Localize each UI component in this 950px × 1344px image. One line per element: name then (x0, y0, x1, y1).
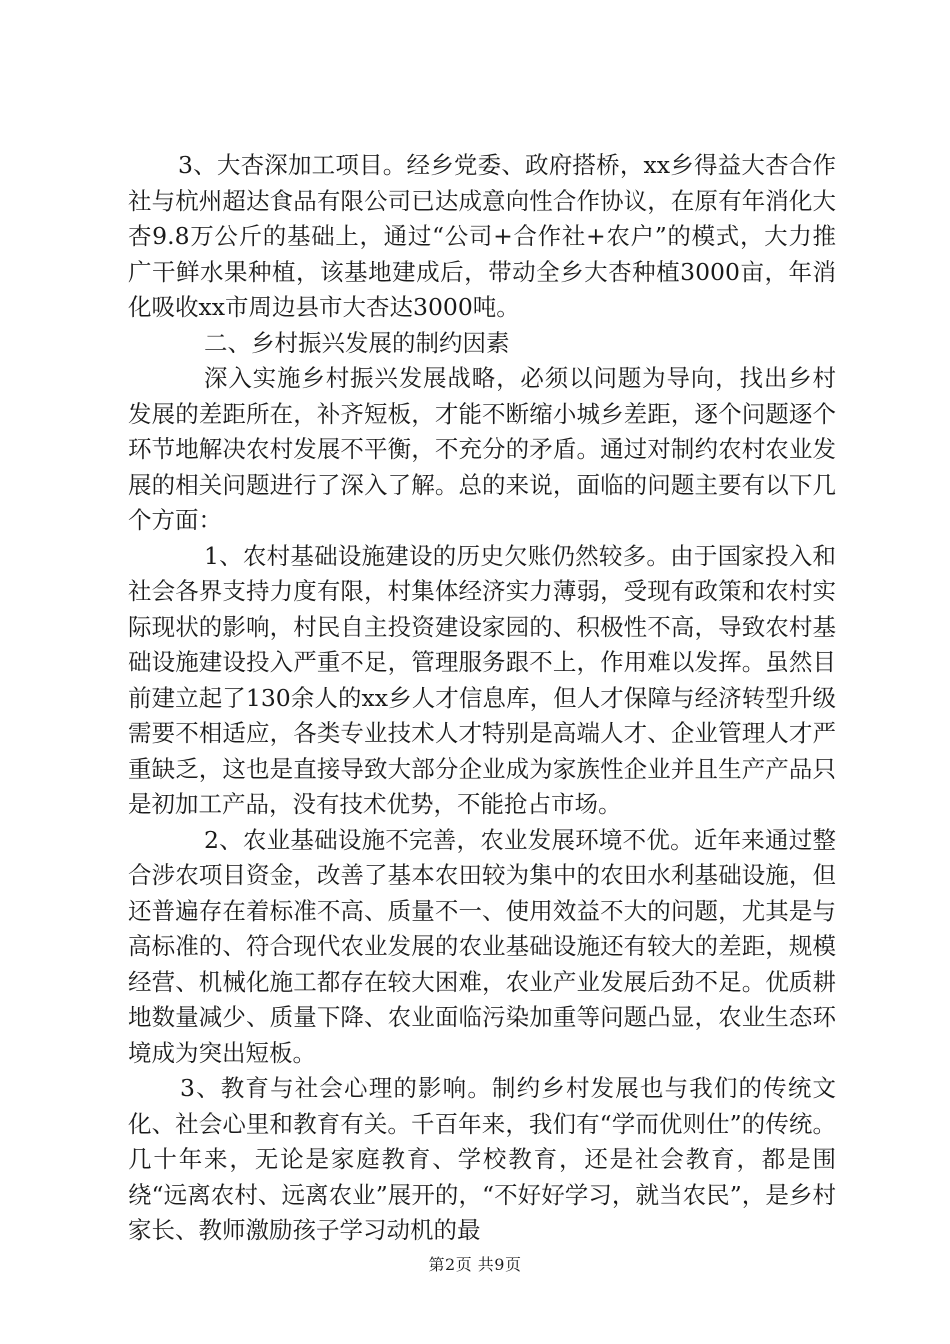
section-heading-constraints: 二、乡村振兴发展的制约因素 (204, 328, 510, 357)
page-number-footer: 第2页 共9页 (428, 1255, 522, 1274)
paragraph-constraint-1: 1、农村基础设施建设的历史欠账仍然较多。由于国家投入和社会各界支持力度有限，村集体经济实力薄弱，受现有政策和农村实际现状的影响，村民自主投资建设家园的、积极性不高，导致农村基础设施建设投入严重不足，管理服务跟不上，作用难以发挥。虽然目前建立起了130余人的xx乡人才信息库，但人才保障与经济转型升级需要不相适应，各类专业技术人才特别是高端人才、企业管理人才严重缺乏，这也是直接导致大部分企业成为家族性企业并且生产产品只是初加工产品，没有技术优势，不能抢占市场。 (128, 541, 836, 818)
document-body (128, 148, 836, 1249)
paragraph-constraint-2: 2、农业基础设施不完善，农业发展环境不优。近年来通过整合涉农项目资金，改善了基本农田较为集中的农田水利基础设施，但还普遍存在着标准不高、质量不一、使用效益不大的问题，尤其是与高标准的、符合现代农业发展的农业基础设施还有较大的差距，规模经营、机械化施工都存在较大困难，农业产业发展后劲不足。优质耕地数量减少、质量下降、农业面临污染加重等问题凸显，农业生态环境成为突出短板。 (128, 825, 836, 1067)
paragraph-intro-constraints: 深入实施乡村振兴发展战略，必须以问题为导向，找出乡村发展的差距所在，补齐短板，才能不断缩小城乡差距，逐个问题逐个环节地解决农村发展不平衡，不充分的矛盾。通过对制约农村农业发展的相关问题进行了深入了解。总的来说，面临的问题主要有以下几个方面： (128, 364, 836, 534)
paragraph-constraint-3: 3、教育与社会心理的影响。制约乡村发展也与我们的传统文化、社会心里和教育有关。千百年来，我们有“学而优则仕”的传统。几十年来，无论是家庭教育、学校教育，还是社会教育，都是围绕“远离农村、远离农业”展开的，“不好好学习，就当农民”，是乡村家长、教师激励孩子学习动机的最 (128, 1074, 836, 1244)
paragraph-project-3: 3、大杏深加工项目。经乡党委、政府搭桥，xx乡得益大杏合作社与杭州超达食品有限公司已达成意向性合作协议，在原有年消化大杏9.8万公斤的基础上，通过“公司+合作社+农户”的模式，大力推广干鲜水果种植，该基地建成后，带动全乡大杏种植3000亩，年消化吸收xx市周边县市大杏达3000吨。 (128, 151, 836, 321)
